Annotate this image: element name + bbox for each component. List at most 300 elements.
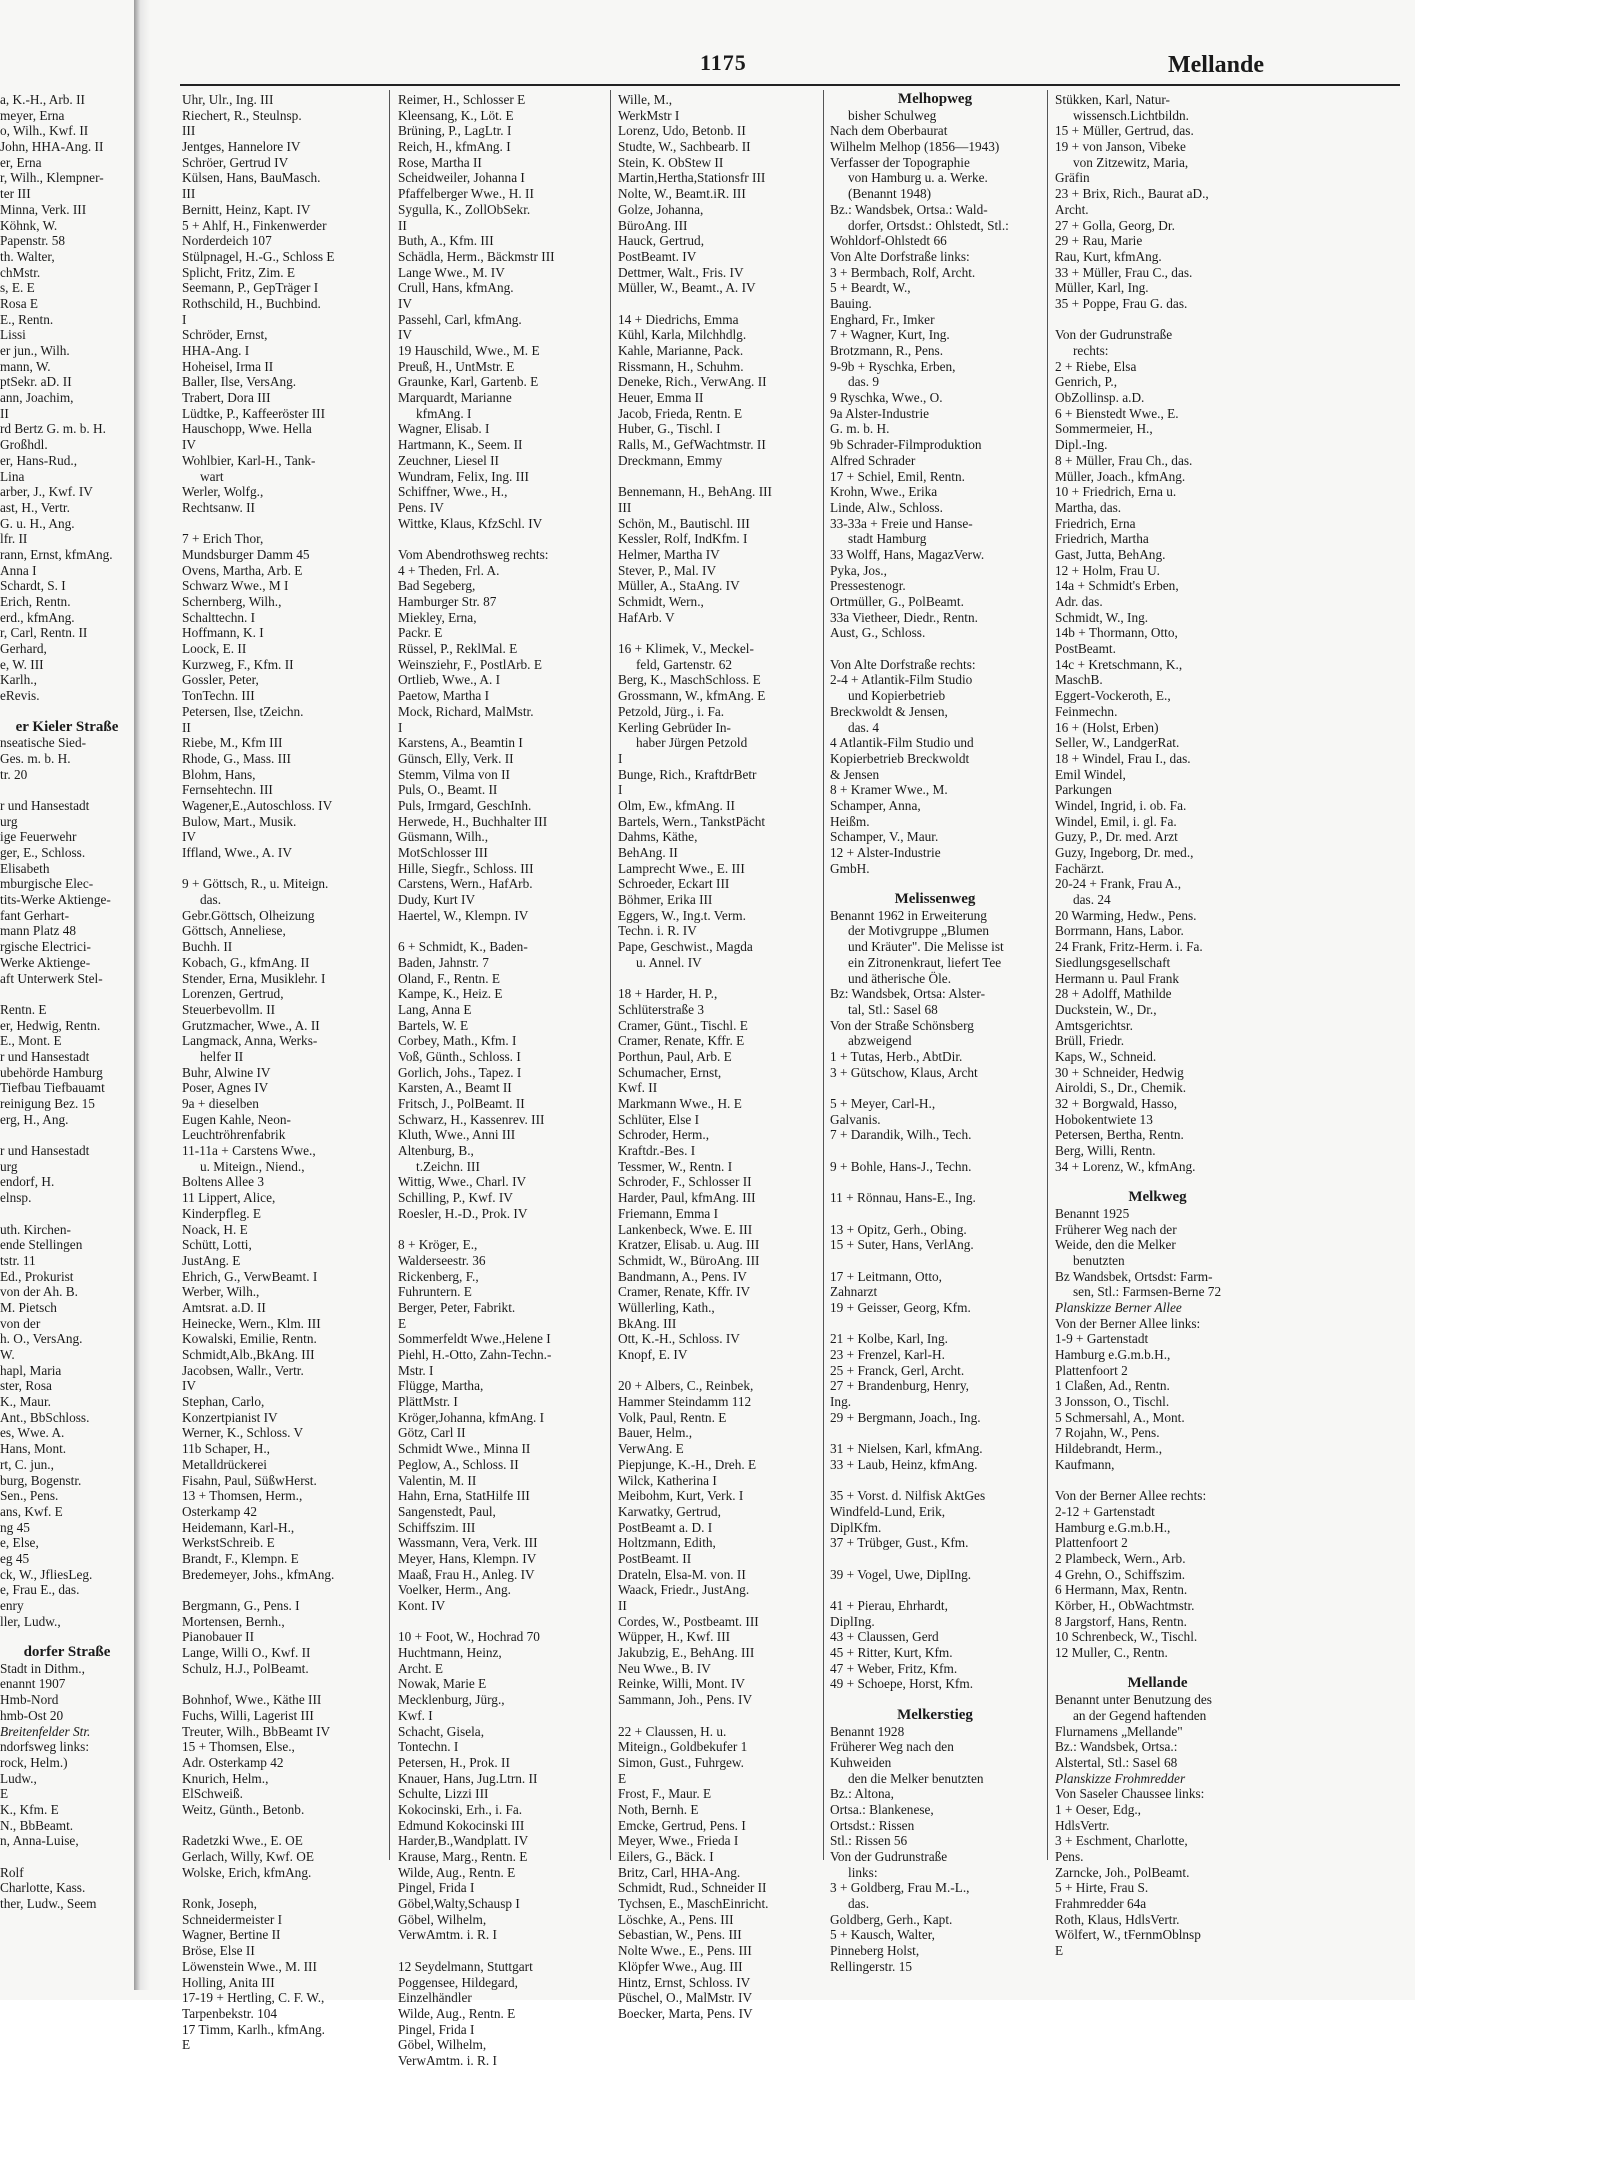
- directory-line: Schulte, Lizzi III: [398, 1786, 489, 1802]
- directory-line: elnsp.: [0, 1190, 32, 1206]
- directory-line: arber, J., Kwf. IV: [0, 484, 93, 500]
- directory-line: Bz: Wandsbek, Ortsa: Alster-: [830, 986, 985, 1002]
- directory-line: Külsen, Hans, BauMasch.: [182, 170, 321, 186]
- directory-line: Lang, Anna E: [398, 1001, 472, 1017]
- directory-line: der Motivgruppe „Blumen: [848, 923, 990, 939]
- directory-line: 15 + Suter, Hans, VerlAng.: [830, 1237, 974, 1253]
- directory-line: [830, 641, 1040, 657]
- directory-line: Krohn, Wwe., Erika: [830, 484, 938, 500]
- directory-line: Grutzmacher, Wwe., A. II: [182, 1017, 320, 1033]
- directory-line: von Hamburg u. a. Werke.: [848, 170, 988, 186]
- directory-line: Pfaffelberger Wwe., H. II: [398, 186, 534, 202]
- directory-line: Piepjunge, K.-H., Dreh. E: [618, 1456, 757, 1472]
- directory-line: Breckwoldt & Jensen,: [830, 703, 948, 719]
- directory-line: [398, 923, 602, 939]
- directory-line: E: [182, 2037, 191, 2053]
- directory-line: Kuhweiden: [830, 1754, 892, 1770]
- directory-line: II: [0, 405, 9, 421]
- directory-line: Planskizze Frohmredder: [1055, 1770, 1186, 1786]
- directory-line: Böhmer, Erika III: [618, 892, 713, 908]
- directory-line: 1-9 + Gartenstadt: [1055, 1331, 1149, 1347]
- directory-line: rann, Ernst, kfmAng.: [0, 546, 113, 562]
- directory-line: [1055, 1473, 1260, 1489]
- directory-line: Blohm, Hans,: [182, 766, 256, 782]
- directory-line: Rissmann, H., Schuhm.: [618, 358, 744, 374]
- directory-line: Dudy, Kurt IV: [398, 892, 476, 908]
- directory-line: 11 + Rönnau, Hans-E., Ing.: [830, 1190, 976, 1206]
- directory-line: 3 + Eschment, Charlotte,: [1055, 1833, 1188, 1849]
- street-heading: Melissenweg: [894, 891, 976, 908]
- directory-line: Bz.: Wandsbek, Ortsa.:: [1055, 1739, 1178, 1755]
- directory-line: 30 + Schneider, Hedwig: [1055, 1064, 1184, 1080]
- directory-line: II: [398, 217, 407, 233]
- directory-line: [182, 1676, 380, 1692]
- directory-line: Feinmechn.: [1055, 703, 1118, 719]
- directory-line: Dreckmann, Emmy: [618, 452, 723, 468]
- directory-line: Bauing.: [830, 295, 872, 311]
- directory-line: Von Saseler Chaussee links:: [1055, 1786, 1205, 1802]
- directory-line: Nowak, Marie E: [398, 1676, 487, 1692]
- directory-line: Schmidt, Wern.,: [618, 594, 704, 609]
- directory-line: 17 + Schiel, Emil, Rentn.: [830, 468, 965, 484]
- directory-line: Piehl, H.-Otto, Zahn-Techn.-: [398, 1347, 552, 1362]
- directory-line: Ortmüller, G., PolBeamt.: [830, 594, 964, 609]
- directory-line: 9 Ryschka, Wwe., O.: [830, 390, 943, 406]
- directory-line: Heinecke, Wern., Klm. III: [182, 1315, 321, 1331]
- directory-line: benutzten: [1073, 1252, 1125, 1268]
- directory-line: Maaß, Frau H., Anleg. IV: [398, 1566, 535, 1582]
- directory-line: Kerling Gebrüder In-: [618, 719, 731, 735]
- directory-line: [182, 1818, 380, 1834]
- directory-line: VerwAmtm. i. R. I: [398, 1927, 497, 1943]
- directory-line: Splicht, Fritz, Zim. E: [182, 264, 296, 280]
- directory-line: Baden, Jahnstr. 7: [398, 954, 489, 970]
- directory-line: Müller, Joach., kfmAng.: [1055, 468, 1186, 484]
- directory-line: Günsch, Elly, Verk. II: [398, 750, 514, 766]
- directory-line: Rüssel, P., ReklMal. E: [398, 641, 518, 657]
- directory-line: nseatische Sied-: [0, 735, 87, 751]
- directory-line: ast, H., Vertr.: [0, 499, 70, 515]
- directory-line: [830, 1692, 1040, 1708]
- directory-line: 35 + Poppe, Frau G. das.: [1055, 295, 1188, 311]
- directory-line: Hans, Mont.: [0, 1441, 67, 1457]
- directory-line: 27 + Golla, Georg, Dr.: [1055, 217, 1175, 233]
- directory-line: Schulz, H.J., PolBeamt.: [182, 1660, 309, 1676]
- directory-line: es, Wwe. A.: [0, 1425, 65, 1441]
- directory-line: lfr. II: [0, 531, 28, 547]
- directory-line: Bz.: Altona,: [830, 1786, 894, 1802]
- directory-line: Hauschopp, Wwe. Hella: [182, 421, 312, 437]
- directory-line: 9b Schrader-Filmproduktion: [830, 437, 982, 453]
- directory-line: Metalldrückerei: [182, 1456, 267, 1472]
- directory-line: [1055, 1661, 1260, 1677]
- directory-line: e, W. III: [0, 656, 44, 672]
- directory-line: Fisahn, Paul, SüßwHerst.: [182, 1472, 317, 1488]
- directory-line: [618, 625, 818, 641]
- directory-line: Püschel, O., MalMstr. IV: [618, 1990, 753, 2006]
- directory-line: Minna, Verk. III: [0, 201, 87, 217]
- directory-line: Kahle, Marianne, Pack.: [618, 343, 744, 358]
- directory-line: Schädla, Herm., Bäckmstr III: [398, 248, 555, 264]
- directory-line: Lorenzen, Gertrud,: [182, 986, 284, 1002]
- directory-line: Grossmann, W., kfmAng. E: [618, 688, 766, 704]
- directory-line: [0, 782, 134, 798]
- directory-line: Zarncke, Joh., PolBeamt.: [1055, 1864, 1190, 1880]
- directory-line: 7 + Erich Thor,: [182, 531, 264, 547]
- directory-line: IV: [398, 327, 413, 343]
- directory-line: BüroAng. III: [618, 217, 688, 233]
- directory-line: 29 + Bergmann, Joach., Ing.: [830, 1409, 981, 1425]
- directory-line: ans, Kwf. E: [0, 1503, 63, 1519]
- directory-line: Petersen, Bertha, Rentn.: [1055, 1127, 1184, 1143]
- directory-line: Graunke, Karl, Gartenb. E: [398, 374, 539, 390]
- directory-line: Harder, Paul, kfmAng. III: [618, 1190, 756, 1206]
- directory-line: [618, 1363, 818, 1379]
- directory-line: Riechert, R., Steulnsp.: [182, 107, 302, 123]
- directory-line: 18 + Harder, H. P.,: [618, 986, 718, 1002]
- directory-line: r und Hansestadt: [0, 1143, 90, 1159]
- directory-line: K., Maur.: [0, 1394, 51, 1410]
- directory-line: er, Hans-Rud.,: [0, 452, 78, 468]
- directory-line: Iffland, Wwe., A. IV: [182, 845, 292, 860]
- directory-line: Ant., BbSchloss.: [0, 1409, 90, 1425]
- directory-line: e, Frau E., das.: [0, 1582, 80, 1598]
- directory-column-5: [1055, 92, 1260, 1959]
- directory-line: Waack, Friedr., JustAng.: [618, 1582, 750, 1598]
- directory-line: Osterkamp 42: [182, 1503, 257, 1519]
- directory-line: ende Stellingen: [0, 1237, 83, 1253]
- directory-line: Gast, Jutta, BehAng.: [1055, 546, 1166, 562]
- directory-column-1: [182, 92, 380, 2053]
- directory-line: Borrmann, Hans, Labor.: [1055, 923, 1184, 939]
- directory-line: Britz, Carl, HHA-Ang.: [618, 1864, 741, 1880]
- directory-line: 32 + Borgwald, Hasso,: [1055, 1096, 1178, 1111]
- directory-line: Pens.: [1055, 1849, 1084, 1864]
- directory-line: Trabert, Dora III: [182, 390, 271, 406]
- directory-line: er, Hedwig, Rentn.: [0, 1017, 101, 1033]
- directory-line: III: [618, 499, 632, 515]
- directory-line: Köhnk, W.: [0, 217, 58, 233]
- directory-line: [830, 1080, 1040, 1096]
- directory-line: III: [182, 186, 196, 202]
- directory-line: Kinderpfleg. E: [182, 1205, 262, 1221]
- directory-line: [830, 1174, 1040, 1190]
- directory-line: II: [182, 719, 191, 735]
- directory-line: Noack, H. E: [182, 1221, 248, 1237]
- directory-line: fant Gerhart-: [0, 907, 70, 923]
- directory-line: Siedlungsgesellschaft: [1055, 954, 1171, 970]
- directory-line: den die Melker benutzten: [848, 1770, 984, 1786]
- directory-line: Göbel,Walty,Schausp I: [398, 1896, 520, 1912]
- directory-line: ller, Ludw.,: [0, 1613, 61, 1629]
- directory-line: I: [618, 750, 623, 766]
- directory-line: Pingel, Frida I: [398, 2021, 475, 2037]
- directory-line: 21 + Kolbe, Karl, Ing.: [830, 1331, 948, 1347]
- directory-line: Lange, Willi O., Kwf. II: [182, 1645, 311, 1661]
- directory-line: Rechtsanw. II: [182, 499, 255, 515]
- directory-line: Bartels, Wern., TankstPächt: [618, 813, 766, 829]
- directory-line: feld, Gartenstr. 62: [636, 656, 733, 672]
- directory-line: W.: [0, 1347, 15, 1362]
- directory-line: Scheidweiler, Johanna I: [398, 170, 525, 186]
- directory-line: Pyka, Jos.,: [830, 562, 887, 578]
- directory-line: BehAng. II: [618, 845, 678, 860]
- directory-line: 5 Schmersahl, A., Mont.: [1055, 1409, 1185, 1425]
- directory-line: h. O., VersAng.: [0, 1331, 83, 1347]
- directory-line: Elisabeth: [0, 860, 50, 876]
- directory-line: Bunge, Rich., KraftdrBetr: [618, 766, 757, 782]
- directory-line: Knauer, Hans, Jug.Ltrn. II: [398, 1770, 538, 1786]
- directory-line: Götz, Carl II: [398, 1425, 466, 1441]
- directory-line: Buth, A., Kfm. III: [398, 233, 494, 249]
- directory-line: [182, 861, 380, 877]
- directory-line: 14a + Schmidt's Erben,: [1055, 578, 1179, 594]
- directory-line: Guzy, P., Dr. med. Arzt: [1055, 829, 1178, 845]
- directory-line: das.: [200, 892, 222, 908]
- directory-line: 22 + Claussen, H. u.: [618, 1723, 727, 1739]
- directory-line: 14c + Kretschmann, K.,: [1055, 656, 1183, 672]
- directory-line: 11b Schaper, H.,: [182, 1441, 270, 1457]
- directory-line: Müller, W., Beamt., A. IV: [618, 280, 756, 296]
- directory-line: Kowalski, Emilie, Rentn.: [182, 1331, 317, 1347]
- directory-line: kfmAng. I: [416, 405, 472, 421]
- directory-line: Langmack, Anna, Werks-: [182, 1033, 318, 1049]
- directory-line: Schröer, Gertrud IV: [182, 154, 289, 170]
- directory-line: Schmidt Wwe., Minna II: [398, 1441, 531, 1457]
- directory-line: Drateln, Elsa-M. von. II: [618, 1566, 746, 1582]
- directory-line: tits-Werke Aktienge-: [0, 892, 111, 908]
- street-heading: Melkweg: [1128, 1189, 1187, 1206]
- directory-line: Cramer, Günt., Tischl. E: [618, 1017, 748, 1033]
- directory-line: Alfred Schrader: [830, 452, 916, 468]
- directory-line: Krause, Marg., Rentn. E: [398, 1849, 528, 1864]
- directory-line: dorfer, Ortsdst.: Ohlstedt, Stl.:: [848, 217, 1009, 233]
- directory-line: [830, 876, 1040, 892]
- directory-line: Jentges, Hannelore IV: [182, 139, 301, 155]
- directory-line: M. Pietsch: [0, 1299, 57, 1315]
- directory-line: Hille, Siegfr., Schloss. III: [398, 860, 534, 876]
- directory-line: das. 24: [1073, 892, 1111, 908]
- directory-line: MotSchlosser III: [398, 845, 488, 860]
- directory-line: endorf, H.: [0, 1174, 55, 1190]
- directory-line: Holtzmann, Edith,: [618, 1535, 716, 1551]
- directory-line: Bz Wandsbek, Ortsdst: Farm-: [1055, 1268, 1213, 1284]
- directory-line: Buhr, Alwine IV: [182, 1064, 271, 1080]
- directory-line: mburgische Elec-: [0, 876, 94, 892]
- directory-line: Kwf. I: [398, 1707, 433, 1723]
- directory-line: rechts:: [1073, 343, 1109, 358]
- directory-line: Benannt 1962 in Erweiterung: [830, 907, 987, 923]
- directory-line: Schwarz Wwe., M I: [182, 578, 289, 594]
- directory-line: Schneidermeister I: [182, 1911, 283, 1927]
- directory-line: [0, 1629, 134, 1645]
- directory-line: ther, Ludw., Seem: [0, 1896, 97, 1912]
- directory-line: 6 + Bienstedt Wwe., E.: [1055, 405, 1179, 421]
- directory-line: das. 4: [848, 719, 880, 735]
- directory-line: Ortlieb, Wwe., A. I: [398, 672, 501, 688]
- directory-line: Kratzer, Elisab. u. Aug. III: [618, 1237, 760, 1253]
- directory-line: [1055, 312, 1260, 328]
- directory-line: 16 + Klimek, V., Meckel-: [618, 641, 754, 657]
- directory-line: 1 Claßen, Ad., Rentn.: [1055, 1378, 1170, 1394]
- directory-line: Fachärzt.: [1055, 860, 1105, 876]
- directory-line: Göbel, Wilhelm,: [398, 1911, 487, 1927]
- directory-line: Meyer, Wwe., Frieda I: [618, 1833, 739, 1849]
- directory-line: Verfasser der Topographie: [830, 154, 970, 170]
- directory-line: 11-11a + Carstens Wwe.,: [182, 1143, 316, 1159]
- directory-line: 47 + Weber, Fritz, Kfm.: [830, 1660, 958, 1676]
- directory-line: Wagener,E.,Autoschloss. IV: [182, 797, 333, 813]
- directory-line: Schroeder, Eckart III: [618, 876, 730, 892]
- directory-line: Huber, G., Tischl. I: [618, 421, 721, 437]
- directory-line: Kluth, Wwe., Anni III: [398, 1127, 516, 1143]
- directory-line: Eugen Kahle, Neon-: [182, 1111, 291, 1127]
- directory-line: 35 + Vorst. d. Nilfisk AktGes: [830, 1488, 986, 1504]
- directory-line: Emcke, Gertrud, Pens. I: [618, 1817, 746, 1833]
- directory-line: th. Walter,: [0, 248, 55, 264]
- directory-line: Galvanis.: [830, 1111, 881, 1127]
- directory-line: Hamburg e.G.m.b.H.,: [1055, 1519, 1171, 1535]
- directory-line: Hamburg e.G.m.b.H.,: [1055, 1347, 1171, 1362]
- directory-line: WerkMstr I: [618, 107, 680, 123]
- directory-line: Uhr, Ulr., Ing. III: [182, 92, 274, 107]
- directory-line: 43 + Claussen, Gerd: [830, 1629, 939, 1645]
- directory-line: chMstr.: [0, 264, 41, 280]
- directory-line: mann, W.: [0, 358, 51, 374]
- directory-line: E: [398, 1315, 407, 1331]
- directory-line: Kröger,Johanna, kfmAng. I: [398, 1409, 545, 1425]
- directory-line: IV: [398, 295, 413, 311]
- directory-line: 15 + Müller, Gertrud, das.: [1055, 123, 1194, 139]
- directory-line: Ortsdst.: Rissen: [830, 1817, 915, 1833]
- directory-line: ck, W., JfliesLeg.: [0, 1566, 93, 1582]
- directory-line: VerwAmtm. i. R. I: [398, 2052, 497, 2068]
- directory-line: 19 + Geisser, Georg, Kfm.: [830, 1299, 971, 1315]
- directory-line: BkAng. III: [618, 1315, 677, 1331]
- directory-line: Adr. das.: [1055, 594, 1103, 609]
- directory-line: [618, 1708, 818, 1724]
- directory-line: Lankenbeck, Wwe. E. III: [618, 1221, 753, 1237]
- directory-line: Wohlbier, Karl-H., Tank-: [182, 452, 316, 468]
- directory-line: 19 Hauschild, Wwe., M. E: [398, 343, 540, 358]
- directory-line: Bohnhof, Wwe., Käthe III: [182, 1692, 322, 1708]
- directory-line: [398, 1222, 602, 1238]
- directory-line: das.: [848, 1896, 870, 1912]
- directory-line: Kurzweg, F., Kfm. II: [182, 656, 294, 672]
- directory-line: Berg, K., MaschSchloss. E: [618, 672, 761, 688]
- directory-line: eg 45: [0, 1550, 30, 1566]
- directory-line: rock, Helm.): [0, 1754, 68, 1770]
- directory-line: Werber, Wilh.,: [182, 1284, 260, 1300]
- directory-line: Aust, G., Schloss.: [830, 625, 926, 641]
- directory-line: Konzertpianist IV: [182, 1409, 278, 1425]
- directory-line: 4 Atlantik-Film Studio und: [830, 735, 974, 751]
- directory-line: 9 + Bohle, Hans-J., Techn.: [830, 1158, 972, 1174]
- directory-line: Cordes, W., Postbeamt. III: [618, 1613, 759, 1629]
- directory-line: Jacobsen, Wallr., Vertr.: [182, 1362, 304, 1378]
- directory-line: Tontechn. I: [398, 1739, 459, 1755]
- directory-line: PostBeamt. IV: [618, 248, 697, 264]
- directory-line: Wittig, Wwe., Charl. IV: [398, 1174, 527, 1190]
- directory-line: Jakubzig, E., BehAng. III: [618, 1645, 755, 1661]
- directory-line: N., BbBeamt.: [0, 1817, 74, 1833]
- directory-line: Weide, den die Melker: [1055, 1237, 1176, 1253]
- directory-line: Preuß, H., UntMstr. E: [398, 358, 515, 374]
- directory-line: von Zitzewitz, Maria,: [1073, 154, 1189, 170]
- directory-line: u. Annel. IV: [636, 954, 702, 970]
- directory-line: HHA-Ang. I: [182, 343, 250, 358]
- directory-line: Weinsziehr, F., PostlArb. E: [398, 656, 542, 672]
- directory-line: Seller, W., LandgerRat.: [1055, 735, 1180, 751]
- directory-line: Mock, Richard, MalMstr.: [398, 703, 534, 719]
- directory-line: Simon, Gust., Fuhrgew.: [618, 1754, 744, 1770]
- directory-line: 34 + Lorenz, W., kfmAng.: [1055, 1158, 1196, 1174]
- directory-line: 2 + Riebe, Elsa: [1055, 358, 1137, 374]
- directory-line: Sammann, Joh., Pens. IV: [618, 1692, 753, 1708]
- directory-line: I: [618, 782, 623, 798]
- directory-line: Göttsch, Anneliese,: [182, 923, 286, 939]
- directory-line: Sygulla, K., ZollObSekr.: [398, 201, 531, 217]
- directory-line: Marquardt, Marianne: [398, 390, 512, 406]
- directory-line: mann Platz 48: [0, 923, 77, 939]
- directory-line: Martin,Hertha,Stationsfr III: [618, 170, 766, 186]
- directory-line: burg, Bogenstr.: [0, 1472, 82, 1488]
- directory-line: Oland, F., Rentn. E: [398, 970, 500, 986]
- directory-line: Anna I: [0, 562, 37, 578]
- directory-line: Schernberg, Wilh.,: [182, 594, 282, 609]
- directory-line: Reinke, Willi, Mont. IV: [618, 1676, 746, 1692]
- directory-line: Tychsen, E., MaschEinricht.: [618, 1896, 769, 1912]
- directory-line: 3 + Bermbach, Rolf, Archt.: [830, 264, 976, 280]
- directory-line: Werner, K., Schloss. V: [182, 1425, 304, 1441]
- directory-line: Rose, Martha II: [398, 154, 482, 170]
- directory-line: IV: [182, 1378, 197, 1394]
- directory-line: Rellingerstr. 15: [830, 1958, 912, 1974]
- directory-line: Flügge, Martha,: [398, 1378, 484, 1394]
- directory-line: Hmb-Nord: [0, 1692, 59, 1708]
- directory-line: Holling, Anita III: [182, 1974, 275, 1990]
- directory-line: Zahnarzt: [830, 1284, 878, 1300]
- directory-line: E: [1055, 1943, 1064, 1959]
- directory-line: Stemm, Vilma von II: [398, 766, 510, 782]
- directory-line: Valentin, M. II: [398, 1472, 477, 1488]
- directory-line: Schmidt,Alb.,BkAng. III: [182, 1347, 315, 1362]
- directory-line: 45 + Ritter, Kurt, Kfm.: [830, 1645, 953, 1661]
- directory-line: Steuerbevollm. II: [182, 1001, 276, 1017]
- directory-line: Hoffmann, K. I: [182, 625, 264, 641]
- directory-line: Schiffszim. III: [398, 1519, 476, 1535]
- directory-line: 5 + Meyer, Carl-H.,: [830, 1096, 936, 1111]
- directory-line: Bad Segeberg,: [398, 578, 476, 594]
- directory-line: helfer II: [200, 1048, 244, 1064]
- directory-line: Schmidt, Rud., Schneider II: [618, 1880, 767, 1896]
- directory-line: Schlüterstraße 3: [618, 1001, 705, 1017]
- directory-line: enry: [0, 1598, 24, 1613]
- directory-line: Ronk, Joseph,: [182, 1896, 257, 1912]
- directory-line: 7 + Darandik, Wilh., Tech.: [830, 1127, 972, 1143]
- directory-line: E., Rentn.: [0, 311, 54, 327]
- directory-line: Schardt, S. I: [0, 578, 66, 594]
- directory-line: Dahms, Käthe,: [618, 829, 698, 845]
- directory-line: [0, 1849, 134, 1865]
- directory-line: Buchh. II: [182, 939, 233, 955]
- directory-line: HafArb. V: [618, 609, 675, 625]
- directory-line: er jun., Wilh.: [0, 343, 70, 358]
- directory-line: Wolske, Erich, kfmAng.: [182, 1864, 312, 1880]
- directory-line: 20 + Albers, C., Reinbek,: [618, 1378, 754, 1394]
- directory-line: I: [398, 719, 403, 735]
- directory-line: Ott, K.-H., Schloss. IV: [618, 1331, 740, 1347]
